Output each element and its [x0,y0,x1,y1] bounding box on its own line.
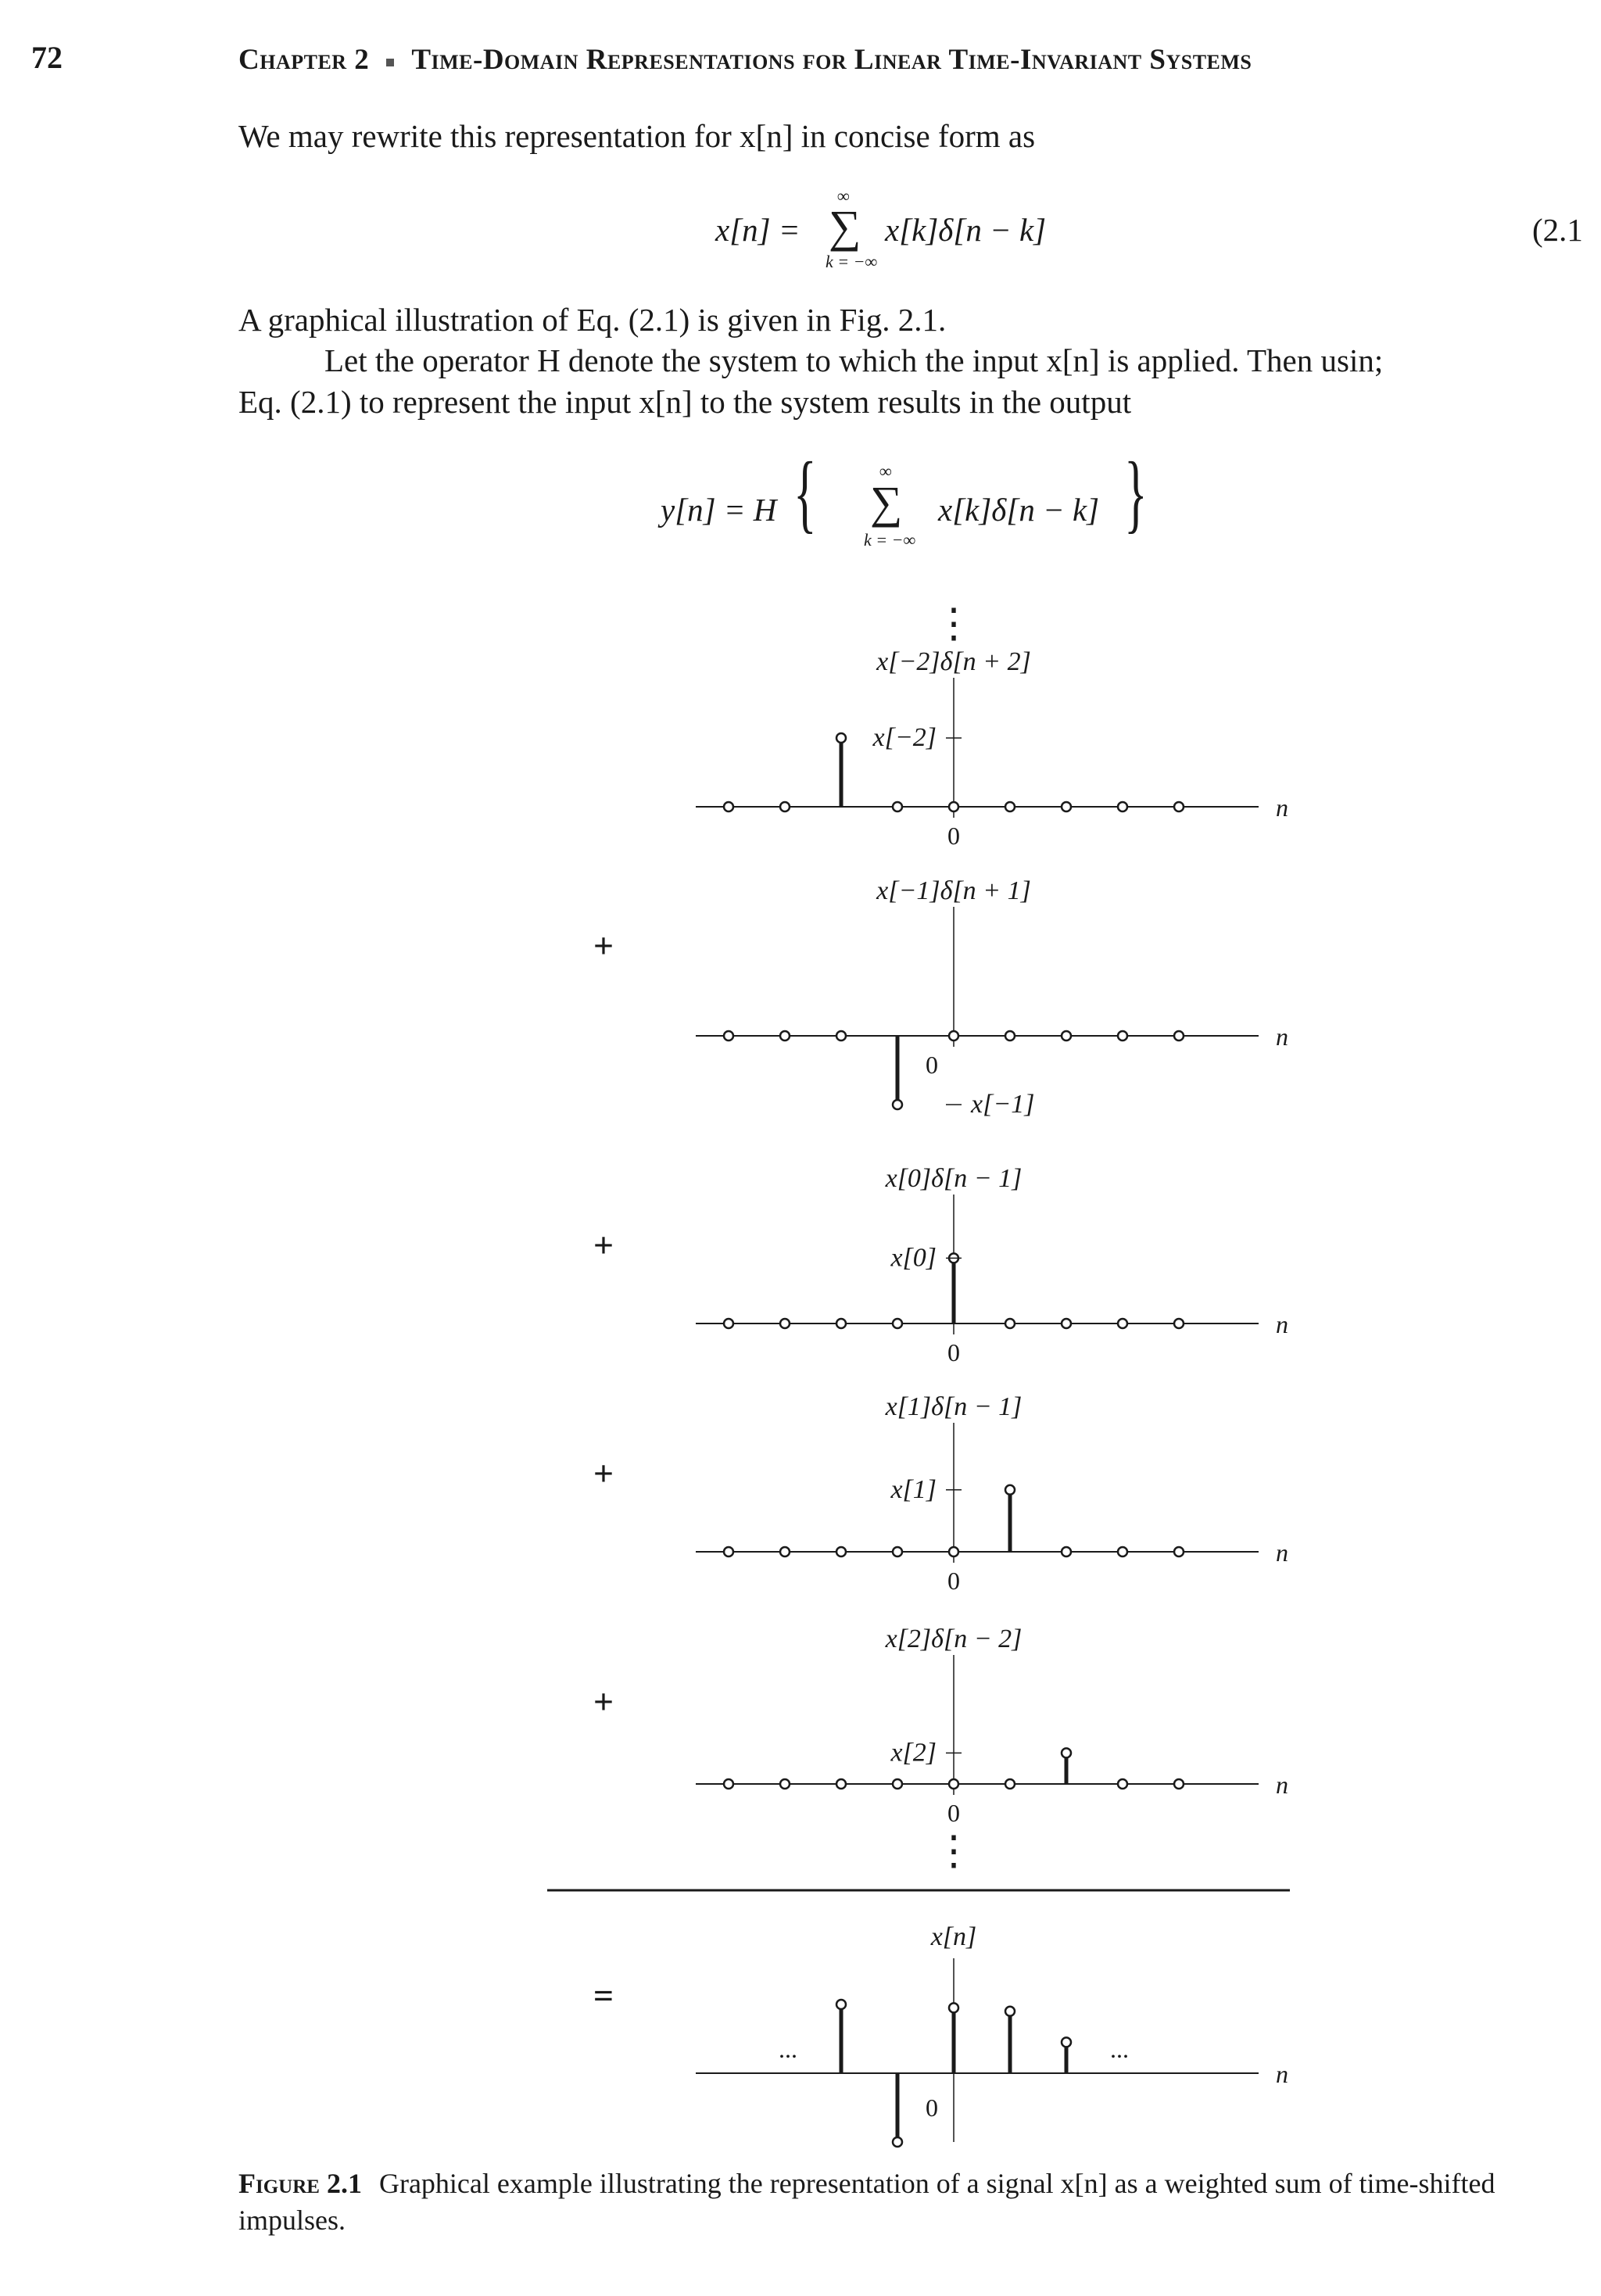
zero-sample-marker [780,1031,790,1041]
eq-2-1-sum-lower: k = −∞ [826,252,878,271]
panel-title: x[2]δ[n − 2] [885,1624,1023,1653]
sum-impulse-tip-marker [949,2003,958,2012]
zero-sample-marker [1118,1319,1127,1328]
figure-caption [238,2165,1599,2239]
zero-sample-marker [949,802,958,811]
axis-label-n: n [1276,793,1288,822]
zero-sample-marker [949,1779,958,1789]
amplitude-label: x[−2] [872,723,937,752]
impulse-tip-marker [836,733,846,743]
origin-label: 0 [947,1338,960,1366]
sum-panel-title: x[n] [930,1922,977,1951]
zero-sample-marker [836,1031,846,1041]
zero-sample-marker [1118,1779,1127,1789]
zero-sample-marker [893,1779,902,1789]
zero-sample-marker [1118,1031,1127,1041]
amplitude-label: x[0] [890,1243,937,1273]
axis-label-n: n [1276,1023,1288,1051]
zero-sample-marker [1062,1319,1071,1328]
zero-sample-marker [724,1547,733,1556]
plus-sign: + [593,926,614,965]
origin-label: 0 [926,2094,938,2122]
zero-sample-marker [893,1547,902,1556]
panel-title: x[−1]δ[n + 1] [876,876,1031,905]
axis-label-n: n [1276,2060,1288,2088]
zero-sample-marker [949,1547,958,1556]
zero-sample-marker [724,1031,733,1041]
zero-sample-marker [1174,1319,1184,1328]
zero-sample-marker [1062,802,1071,811]
paragraph-1: We may rewrite this representation for x[n] in concise form as [238,118,1036,154]
eq-output-sum-lower: k = −∞ [864,530,916,550]
zero-sample-marker [1118,1547,1127,1556]
zero-sample-marker [724,1319,733,1328]
zero-sample-marker [1174,1031,1184,1041]
axis-label-n: n [1276,1538,1288,1567]
zero-sample-marker [780,802,790,811]
sum-impulse-tip-marker [893,2137,902,2147]
eq-2-1-sum-upper: ∞ [837,186,850,206]
plus-sign: + [593,1682,614,1721]
left-brace-icon: { [793,445,817,542]
caption-text: Graphical example illustrating the representation of a signal x[n] as a weighted sum of time-shifted impulses. [238,2168,1495,2236]
right-brace-icon: } [1124,445,1148,542]
zero-sample-marker [836,1319,846,1328]
amplitude-label: x[−1] [971,1090,1035,1119]
eq-output-sum-upper: ∞ [879,461,892,481]
impulse-tip-marker [893,1100,902,1109]
zero-sample-marker [780,1547,790,1556]
plus-sign: + [593,1453,614,1493]
zero-sample-marker [724,802,733,811]
zero-sample-marker [1005,802,1015,811]
vdots-top: ⋮ [933,602,974,647]
plus-sign: + [593,1225,614,1265]
zero-sample-marker [780,1779,790,1789]
vdots-bottom: ⋮ [933,1829,974,1874]
zero-sample-marker [1005,1031,1015,1041]
zero-sample-marker [893,802,902,811]
zero-sample-marker [724,1779,733,1789]
zero-sample-marker [893,1319,902,1328]
impulse-tip-marker [1005,1485,1015,1495]
eq-output-rhs: x[k]δ[n − k] [938,492,1100,528]
zero-sample-marker [1062,1031,1071,1041]
eq-2-1-rhs: x[k]δ[n − k] [885,212,1047,248]
ellipsis-left: ... [779,2035,797,2063]
summation-icon: ∑ [870,477,903,528]
panel-title: x[−2]δ[n + 2] [876,647,1031,676]
impulse-tip-marker [1062,1748,1071,1757]
panel-title: x[1]δ[n − 1] [885,1392,1023,1421]
zero-sample-marker [836,1547,846,1556]
zero-sample-marker [1118,802,1127,811]
origin-label: 0 [947,1799,960,1827]
origin-label: 0 [926,1051,938,1079]
axis-label-n: n [1276,1771,1288,1799]
paragraph-3-line-1: Let the operator H denote the system to which the input x[n] is applied. Then usin; [324,342,1384,378]
origin-label: 0 [947,822,960,850]
eq-output-lhs: y[n] = H [661,492,777,528]
summation-icon: ∑ [829,201,861,252]
panel-title: x[0]δ[n − 1] [885,1164,1023,1193]
axis-label-n: n [1276,1310,1288,1338]
chapter-title: Time-Domain Representations for Linear Time-Invariant Systems [411,44,1252,76]
zero-sample-marker [1005,1779,1015,1789]
eq-2-1-number: (2.1 [1532,212,1583,248]
sum-impulse-tip-marker [1005,2007,1015,2016]
amplitude-label: x[2] [890,1738,937,1768]
zero-sample-marker [1174,1779,1184,1789]
paragraph-2: A graphical illustration of Eq. (2.1) is given in Fig. 2.1. [238,302,947,338]
zero-sample-marker [949,1031,958,1041]
paragraph-3-line-2: Eq. (2.1) to represent the input x[n] to the system results in the output [238,384,1132,420]
amplitude-label: x[1] [890,1474,937,1504]
zero-sample-marker [780,1319,790,1328]
sum-impulse-tip-marker [836,2000,846,2009]
zero-sample-marker [1174,1547,1184,1556]
zero-sample-marker [1005,1319,1015,1328]
origin-label: 0 [947,1567,960,1595]
figure-label: Figure 2.1 [238,2168,362,2199]
equals-sign: = [593,1975,614,2015]
eq-2-1-lhs: x[n] = [715,212,800,248]
zero-sample-marker [836,1779,846,1789]
sum-impulse-tip-marker [1062,2037,1071,2047]
zero-sample-marker [1174,802,1184,811]
zero-sample-marker [1062,1547,1071,1556]
ellipsis-right: ... [1110,2035,1129,2063]
chapter-label: Chapter 2 [238,44,370,76]
page-number: 72 [31,40,63,75]
